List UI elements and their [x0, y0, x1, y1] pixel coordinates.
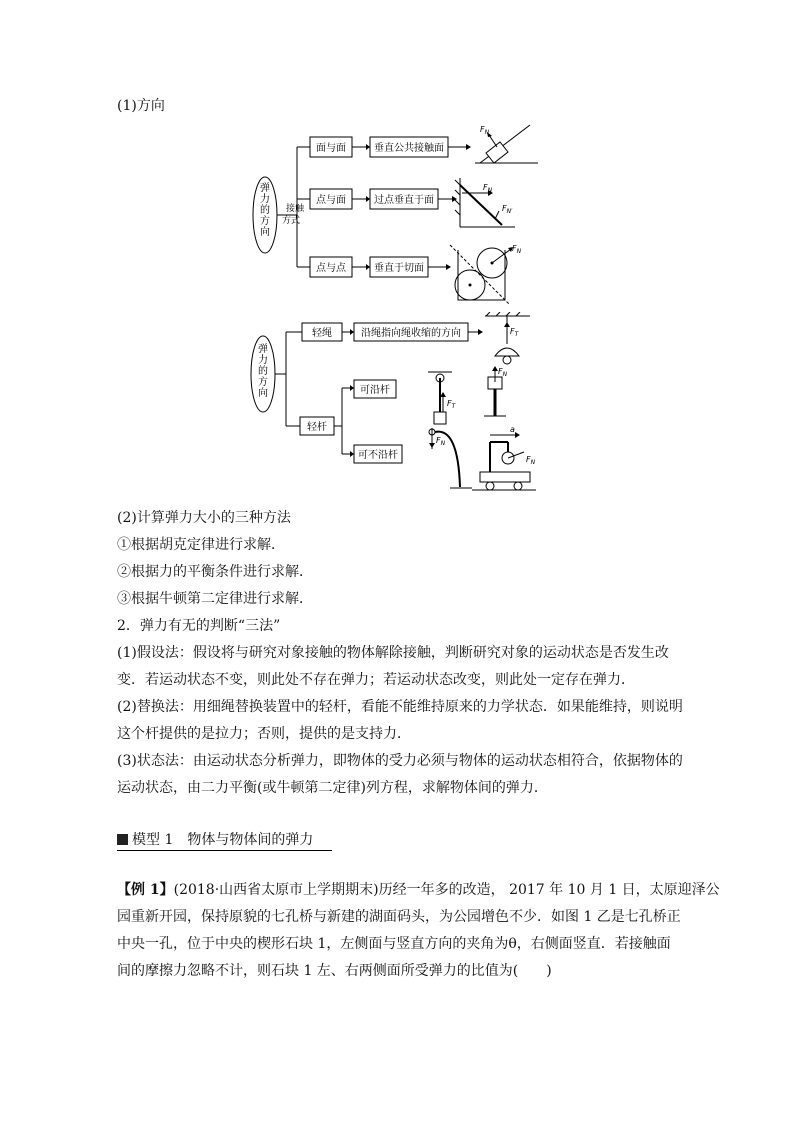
svg-text:FN′: $F_{N'}$: [502, 204, 513, 215]
example-tag: 【例 1】: [117, 882, 174, 898]
rod-support-figure: [484, 366, 508, 416]
method-item-1: ①根据胡克定律进行求解．: [117, 537, 285, 553]
rope-label: 轻绳: [312, 328, 332, 339]
model-heading: 模型 1 物体与物体间的弹力: [117, 830, 332, 851]
svg-text:FT: $F_T$: [447, 399, 456, 410]
wall-rod-figure: [455, 178, 515, 227]
row3-type: 点与点: [316, 263, 346, 274]
example-line-2: 园重新开园，保持原貌的七孔桥与新建的湖面码头，为公园增色不少．如图 1 乙是七孔桥正: [117, 909, 681, 925]
two-circles-figure: [450, 244, 522, 305]
root-label: 弹力的方向: [260, 183, 270, 238]
row2-rule: 过点垂直于面: [374, 195, 434, 206]
paragraph-assumption-1: (1)假设法：假设将与研究对象接触的物体解除接触，判断研究对象的运动状态是否发生改: [117, 645, 669, 661]
svg-text:FN: $F_N$: [512, 244, 522, 255]
rod-along: 可沿杆: [360, 385, 390, 396]
section-title-magnitude: (2)计算弹力大小的三种方法: [117, 510, 291, 526]
paragraph-replacement-1: (2)替换法：用细绳替换装置中的轻杆，看能不能维持原来的力学状态．如果能维持，则说明: [117, 699, 683, 715]
rod-pulley-figure: [428, 372, 457, 424]
example-line-1: 【例 1】(2018·山西省太原市上学期期末)历经一年多的改造， 2017 年 10 月 1 日，太原迎泽公: [117, 882, 720, 898]
paragraph-state-2: 运动状态，由二力平衡(或牛顿第二定律)列方程，求解物体间的弹力．: [117, 780, 548, 796]
section-title-direction: (1)方向: [117, 98, 165, 114]
root-label-2: 弹力的方向: [258, 344, 268, 399]
curved-rod-figure: [429, 428, 472, 488]
incline-block-figure: [475, 125, 538, 163]
svg-text:FN: $F_N$: [483, 183, 493, 194]
hanging-lamp-figure: [485, 312, 530, 364]
svg-text:FN: $F_N$: [526, 455, 536, 466]
rod-label: 轻杆: [307, 422, 327, 433]
svg-text:FN: $F_N$: [436, 436, 446, 447]
row2-type: 点与面: [316, 195, 346, 206]
method-item-3: ③根据牛顿第二定律进行求解．: [117, 591, 313, 607]
svg-text:FN: $F_N$: [498, 367, 508, 378]
branch-label: 接触方式: [282, 204, 305, 226]
method-item-2: ②根据力的平衡条件进行求解．: [117, 564, 313, 580]
svg-text:FT: $F_T$: [510, 327, 519, 338]
accelerating-cart-figure: [472, 425, 536, 490]
rope-rule: 沿绳指向绳收缩的方向: [361, 328, 461, 339]
svg-text:FN: $F_N$: [480, 125, 490, 136]
row1-type: 面与面: [316, 143, 346, 154]
diagram-rope-rod-direction: [240, 312, 540, 502]
paragraph-state-1: (3)状态法：由运动状态分析弹力，即物体的受力必须与物体的运动状态相符合，依据物体的: [117, 753, 683, 769]
rod-notalong: 可不沿杆: [358, 450, 398, 461]
paragraph-assumption-2: 变．若运动状态不变，则此处不存在弹力；若运动状态改变，则此处一定存在弹力．: [117, 672, 635, 688]
square-icon: [117, 834, 128, 845]
section-title-judgement: 2．弹力有无的判断“三法”: [117, 618, 281, 634]
diagram-contact-direction: [240, 115, 540, 305]
accel-label: a: [510, 425, 515, 434]
row3-rule: 垂直于切面: [374, 263, 424, 274]
example-line-4: 间的摩擦力忽略不计，则石块 1 左、右两侧面所受弹力的比值为( ): [117, 963, 552, 979]
row1-rule: 垂直公共接触面: [374, 143, 444, 154]
paragraph-replacement-2: 这个杆提供的是拉力；否则，提供的是支持力．: [117, 726, 411, 742]
example-line-3: 中央一孔，位于中央的楔形石块 1，左侧面与竖直方向的夹角为θ，右侧面竖直．若接触面: [117, 936, 671, 952]
